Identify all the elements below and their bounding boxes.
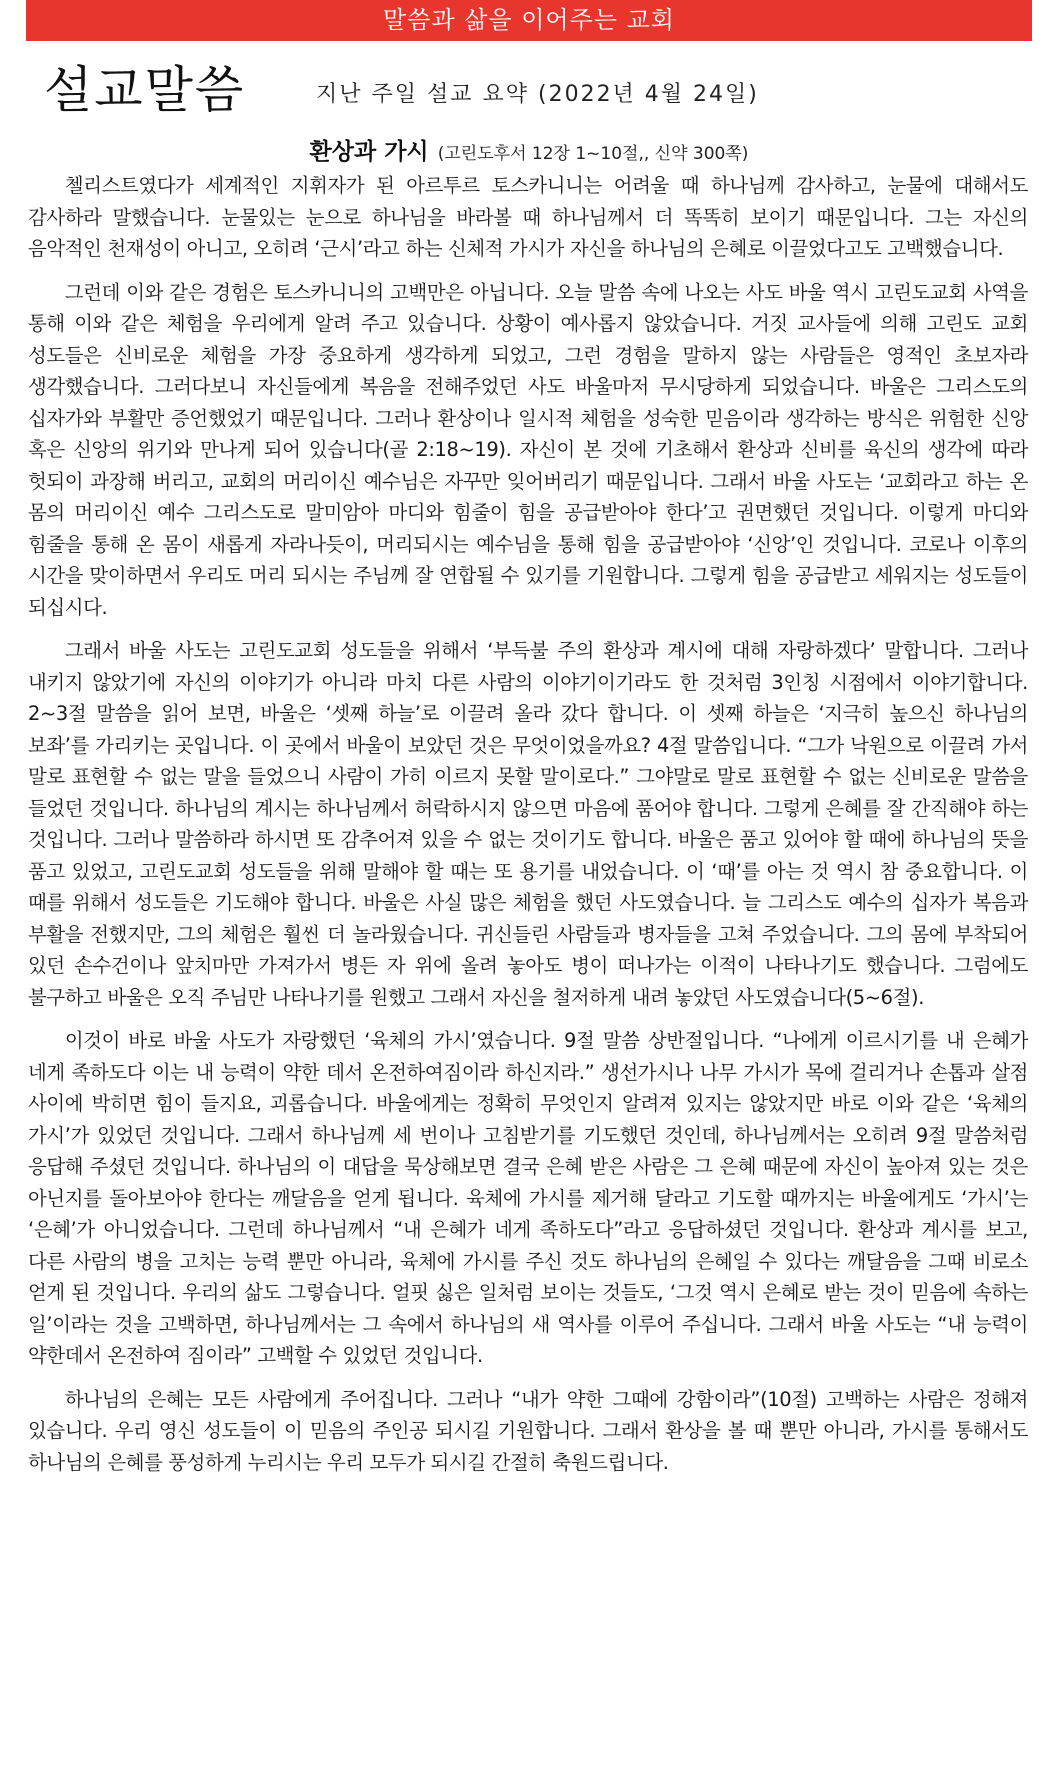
sermon-header	[44, 58, 1034, 128]
sermon-heading	[0, 136, 1058, 170]
paragraph-3: 그래서 바울 사도는 고린도교회 성도들을 위해서 ‘부득불 주의 환상과 계시에 대해 자랑하겠다’ 말합니다. 그러나 내키지 않았기에 자신의 이야기가 아니라 마치 다른 사람의 이야기이기라도 한 것처럼 3인칭 시점에서 이야기합니다. 2~3절 말씀을 읽어 보면, 바울은 ‘셋째 하늘’로 이끌려 올라 갔다 합니다. 이 셋째 하늘은 ‘지극히 높으신 하나님의 보좌’를 가리키는 곳입니다. 이 곳에서 바울이 보았던 것은 무엇이었을까요? 4절 말씀입니다. “그가 낙원으로 이끌려 가서 말로 표현할 수 없는 말을 들었으니 사람이 가히 이르지 못할 말이로다.” 그야말로 말로 표현할 수 없는 신비로운 말씀을 들었던 것입니다. 하나님의 계시는 하나님께서 허락하시지 않으면 마음에 품어야 합니다. 그렇게 은혜를 잘 간직해야 하는 것입니다. 그러나 말씀하라 하시면 또 감추어져 있을 수 없는 것이기도 합니다. 바울은 품고 있어야 할 때에 하나님의 뜻을 품고 있었고, 고린도교회 성도들을 위해 말해야 할 때는 또 용기를 내었습니다. 이 ‘때’를 아는 것 역시 참 중요합니다. 이 때를 위해서 성도들은 기도해야 합니다. 바울은 사실 많은 체험을 했던 사도였습니다. 늘 그리스도 예수의 십자가 복음과 부활을 전했지만, 그의 체험은 훨씬 더 놀라웠습니다. 귀신들린 사람들과 병자들을 고쳐 주었습니다. 그의 몸에 부착되어 있던 손수건이나 앞치마만 가져가서 병든 자 위에 올려 놓아도 병이 떠나가는 이적이 나타나기도 했습니다. 그럼에도 불구하고 바울은 오직 주님만 나타나기를 원했고 그래서 자신을 철저하게 내려 놓았던 사도였습니다(5~6절).	[28, 639, 1028, 1009]
section-title: 설교말씀	[44, 61, 246, 119]
paragraph-5: 하나님의 은혜는 모든 사람에게 주어집니다. 그러나 “내가 약한 그때에 강함이라”(10절) 고백하는 사람은 정해져 있습니다. 우리 영신 성도들이 이 믿음의 주인공 되시길 기원합니다. 그래서 환상을 볼 때 뿐만 아니라, 가시를 통해서도 하나님의 은혜를 풍성하게 누리시는 우리 모두가 되시길 간절히 축원드립니다.	[28, 1387, 1028, 1474]
sermon-title: 환상과 가시	[309, 139, 429, 165]
scripture-reference: (고린도후서 12장 1~10절,, 신약 300쪽)	[437, 144, 749, 164]
paragraph-2: 그런데 이와 같은 경험은 토스카니니의 고백만은 아닙니다. 오늘 말씀 속에 나오는 사도 바울 역시 고린도교회 사역을 통해 이와 같은 체험을 우리에게 알려 주고 있습니다. 상황이 예사롭지 않았습니다. 거짓 교사들에 의해 고린도 교회 성도들은 신비로운 체험을 가장 중요하게 생각하게 되었고, 그런 경험을 말하지 않는 사람들은 영적인 초보자라 생각했습니다. 그러다보니 자신들에게 복음을 전해주었던 사도 바울마저 무시당하게 되었습니다. 바울은 그리스도의 십자가와 부활만 증언했었기 때문입니다. 그러나 환상이나 일시적 체험을 성숙한 믿음이라 생각하는 방식은 위험한 신앙 혹은 신앙의 위기와 만나게 되어 있습니다(골 2:18~19). 자신이 본 것에 기초해서 환상과 신비를 육신의 생각에 따라 헛되이 과장해 버리고, 교회의 머리이신 예수님은 자꾸만 잊어버리기 때문입니다. 그래서 바울 사도는 ‘교회라고 하는 온 몸의 머리이신 예수 그리스도로 말미암아 마디와 힘줄이 힘을 공급받아야 한다’고 권면했던 것입니다. 이렇게 마디와 힘줄을 통해 온 몸이 새롭게 자라나듯이, 머리되시는 예수님을 통해 힘을 공급받아야 ‘신앙’인 것입니다. 코로나 이후의 시간을 맞이하면서 우리도 머리 되시는 주님께 잘 연합될 수 있기를 기원합니다. 그렇게 힘을 공급받고 세워지는 성도들이 되십시다.	[28, 280, 1028, 619]
church-motto-banner: 말씀과 삶을 이어주는 교회	[26, 0, 1032, 41]
sermon-date-subtitle: 지난 주일 설교 요약 (2022년 4월 24일)	[316, 82, 759, 107]
paragraph-1: 첼리스트였다가 세계적인 지휘자가 된 아르투르 토스카니니는 어려울 때 하나님께 감사하고, 눈물에 대해서도 감사하라 말했습니다. 눈물있는 눈으로 하나님을 바라볼 때 하나님께서 더 똑똑히 보이기 때문입니다. 그는 자신의 음악적인 천재성이 아니고, 오히려 ‘근시’라고 하는 신체적 가시가 자신을 하나님의 은혜로 이끌었다고도 고백했습니다.	[28, 174, 1028, 260]
paragraph-4: 이것이 바로 바울 사도가 자랑했던 ‘육체의 가시’였습니다. 9절 말씀 상반절입니다. “나에게 이르시기를 내 은혜가 네게 족하도다 이는 내 능력이 약한 데서 온전하여짐이라 하신지라.” 생선가시나 나무 가시가 목에 걸리거나 손톱과 살점 사이에 박히면 힘이 들지요, 괴롭습니다. 바울에게는 정확히 무엇인지 알려져 있지는 않았지만 바로 이와 같은 ‘육체의 가시’가 있었던 것입니다. 그래서 하나님께 세 번이나 고침받기를 기도했던 것인데, 하나님께서는 오히려 9절 말씀처럼 응답해 주셨던 것입니다. 하나님의 이 대답을 묵상해보면 결국 은혜 받은 사람은 그 은혜 때문에 자신이 높아져 있는 것은 아닌지를 돌아보아야 한다는 깨달음을 얻게 됩니다. 육체에 가시를 제거해 달라고 기도할 때까지는 바울에게도 ‘가시’는 ‘은혜’가 아니었습니다. 그런데 하나님께서 “내 은혜가 네게 족하도다”라고 응답하셨던 것입니다. 환상과 계시를 보고, 다른 사람의 병을 고치는 능력 뿐만 아니라, 육체에 가시를 주신 것도 하나님의 은혜일 수 있다는 깨달음을 그때 비로소 얻게 된 것입니다. 우리의 삶도 그렇습니다. 얼핏 싫은 일처럼 보이는 것들도, ‘그것 역시 은혜로 받는 것이 믿음에 속하는 일’이라는 것을 고백하면, 하나님께서는 그 속에서 하나님의 새 역사를 이루어 주십니다. 그래서 바울 사도는 “내 능력이 약한데서 온전하여 짐이라” 고백할 수 있었던 것입니다.	[28, 1029, 1028, 1367]
sermon-body	[28, 170, 1028, 1490]
